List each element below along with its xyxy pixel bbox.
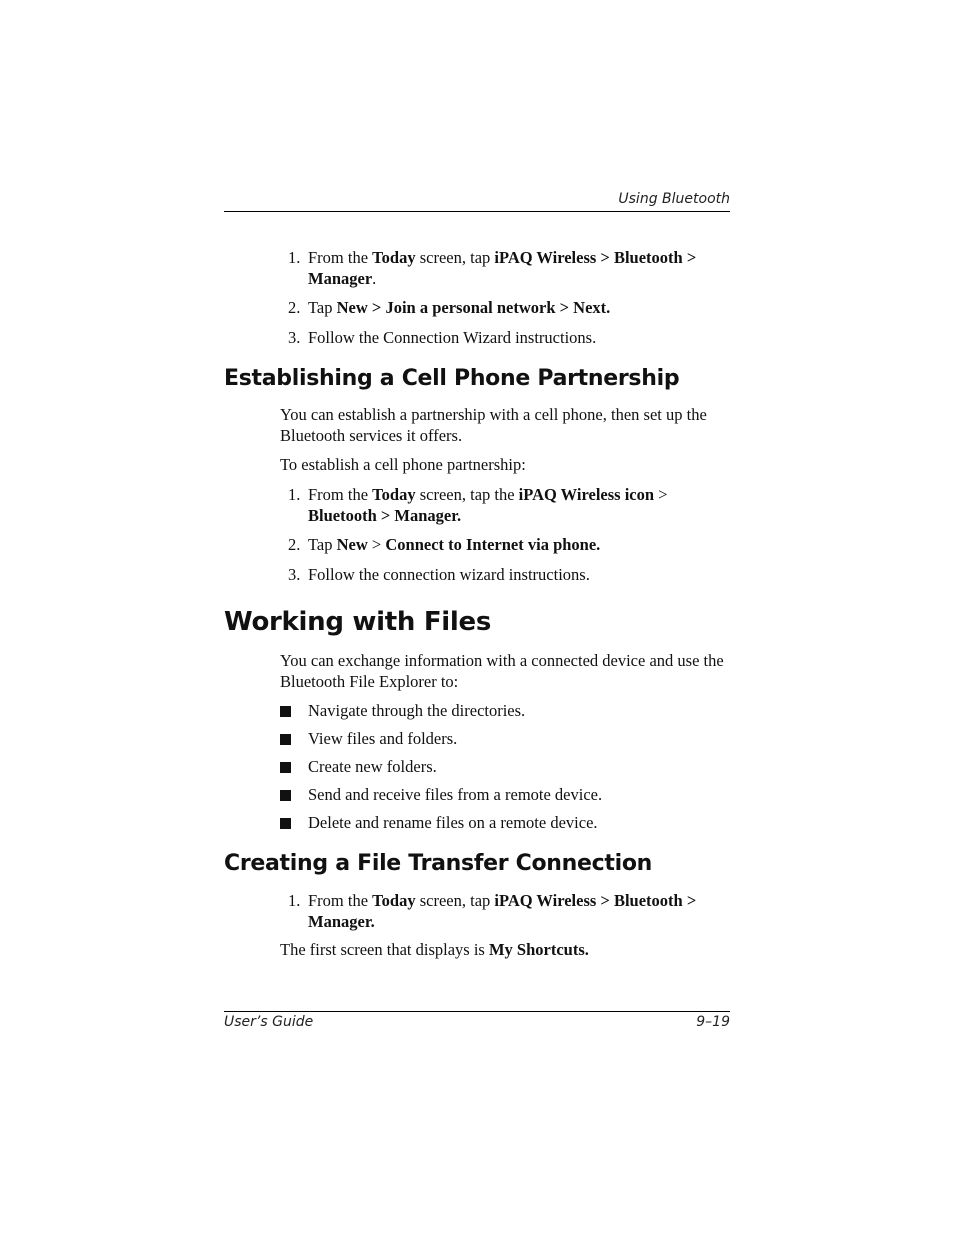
square-bullet-icon: [280, 706, 291, 717]
step-number: 2.: [288, 298, 301, 317]
square-bullet-icon: [280, 790, 291, 801]
step-text: Tap New > Connect to Internet via phone.: [308, 535, 601, 554]
header-rule: [224, 211, 730, 212]
step-number: 1.: [288, 248, 301, 267]
step-number: 2.: [288, 535, 301, 554]
step-number: 3.: [288, 328, 301, 347]
file-transfer-heading: Creating a File Transfer Connection: [224, 851, 653, 876]
step-text: From the Today screen, tap iPAQ Wireless > Bluetooth > Manager.: [308, 891, 697, 931]
cell-partnership-heading: Establishing a Cell Phone Partnership: [224, 366, 680, 391]
square-bullet-icon: [280, 818, 291, 829]
working-with-files-para: You can exchange information with a connected device and use the Bluetooth File Explorer to:: [280, 651, 724, 691]
footer-guide-title: User’s Guide: [224, 1014, 314, 1030]
step-text: From the Today screen, tap iPAQ Wireless > Bluetooth > Manager.: [308, 248, 697, 288]
step-text: Tap New > Join a personal network > Next.: [308, 298, 611, 317]
cell-partnership-para2: To establish a cell phone partnership:: [280, 455, 526, 474]
square-bullet-icon: [280, 762, 291, 773]
step-number: 1.: [288, 891, 301, 910]
cell-partnership-para1: You can establish a partnership with a cell phone, then set up the Bluetooth services it offers.: [280, 405, 707, 445]
working-with-files-heading: Working with Files: [224, 607, 492, 637]
footer-rule: [224, 1011, 730, 1012]
step-number: 3.: [288, 565, 301, 584]
first-screen-para: The first screen that displays is My Shortcuts.: [280, 940, 589, 959]
step-text: From the Today screen, tap the iPAQ Wireless icon > Bluetooth > Manager.: [308, 485, 668, 525]
square-bullet-icon: [280, 734, 291, 745]
step-text: Follow the Connection Wizard instructions.: [308, 328, 597, 347]
step-number: 1.: [288, 485, 301, 504]
running-header: Using Bluetooth: [618, 191, 730, 207]
page-number: 9–19: [696, 1014, 730, 1030]
step-text: Follow the connection wizard instructions.: [308, 565, 590, 584]
